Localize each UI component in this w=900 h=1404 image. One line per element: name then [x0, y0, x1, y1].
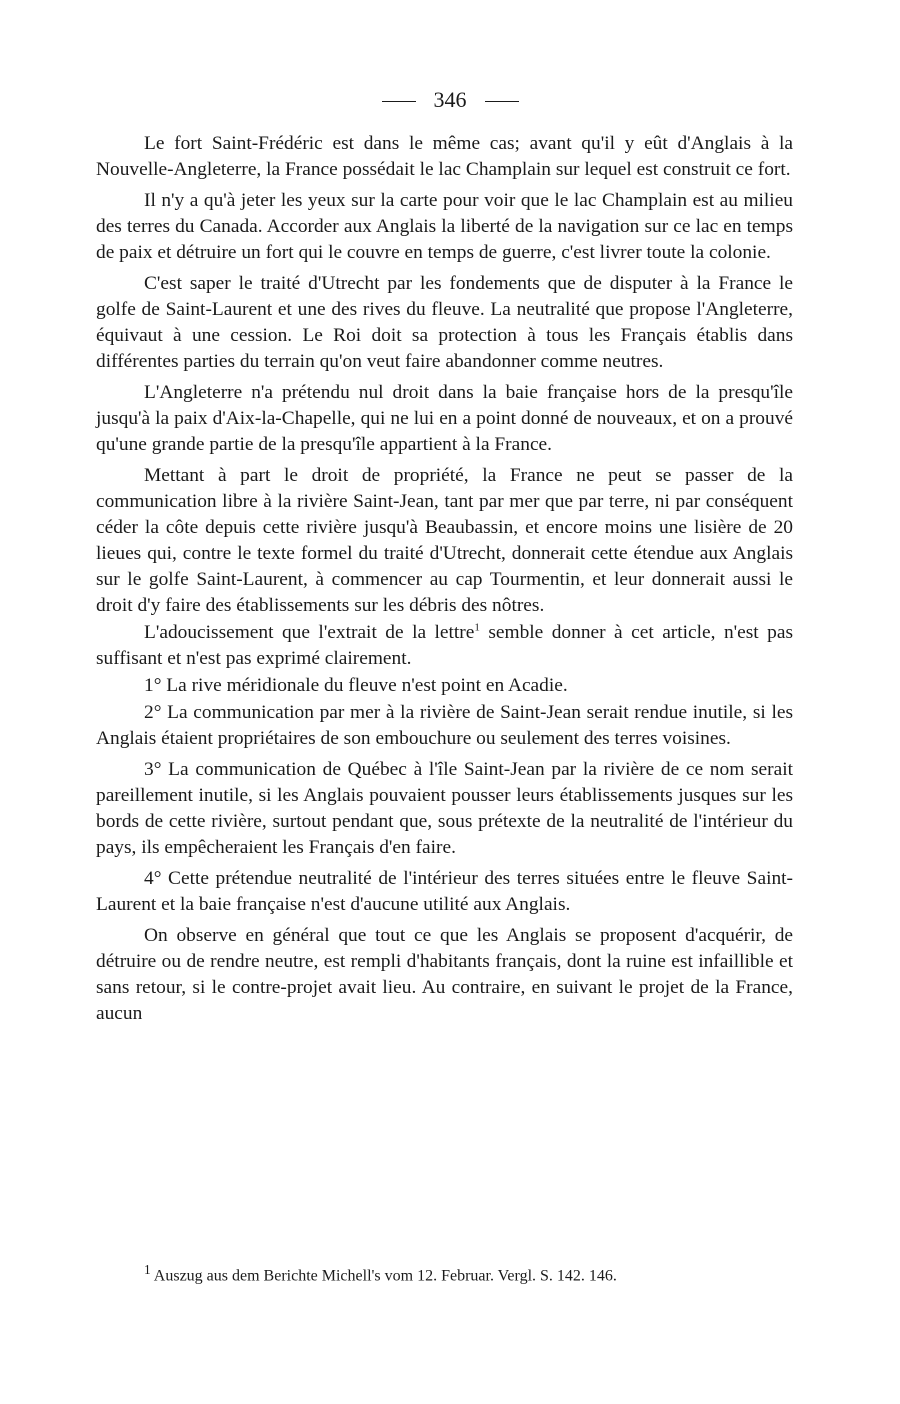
- point-3: 3° La communication de Québec à l'île Saint-Jean par la rivière de ce nom serait pareillement inutile, si les Anglais pouvaient pousser leurs établissements jusques sur les bords de cette rivière, surtout pendant que, sous prétexte de la neutralité de l'intérieur du pays, ils empêcheraient les Français d'en faire.: [96, 759, 793, 858]
- footnote-text: Auszug aus dem Berichte Michell's vom 12. Februar. Vergl. S. 142. 146.: [150, 1267, 617, 1285]
- paragraph-fort-saint-frederic: Le fort Saint-Frédéric est dans le même cas; avant qu'il y eût d'Anglais à la Nouvelle-Angleterre, la France possédait le lac Champlain sur lequel est construit ce fort.: [96, 133, 793, 180]
- footnote: [144, 1258, 804, 1288]
- point-2: 2° La communication par mer à la rivière de Saint-Jean serait rendue inutile, si les Anglais étaient propriétaires de son embouchure ou seulement des terres voisines.: [96, 702, 793, 749]
- paragraph-adoucissement-start: L'adoucissement que l'extrait de la lettre: [144, 622, 475, 643]
- point-4: 4° Cette prétendue neutralité de l'intérieur des terres situées entre le fleuve Saint-Laurent et la baie française n'est d'aucune utilité aux Anglais.: [96, 868, 793, 915]
- footnote-reference: 1: [474, 621, 480, 634]
- paragraph-adoucissement: [96, 620, 793, 672]
- paragraph-traite-utrecht: C'est saper le traité d'Utrecht par les fondements que de disputer à la France le golfe de Saint-Laurent et une des rives du fleuve. La neutralité que propose l'Angleterre, équivaut à une cession. Le Roi doit sa protection à tous les Français établis dans différentes parties du terrain qu'on veut faire abandonner comme neutres.: [96, 273, 793, 372]
- page-number-left-dash: [382, 101, 416, 102]
- footnote-marker: 1: [144, 1262, 151, 1277]
- page-number-value: 346: [433, 87, 467, 112]
- paragraph-baie-francaise: L'Angleterre n'a prétendu nul droit dans la baie française hors de la presqu'île jusqu'à la paix d'Aix-la-Chapelle, qui ne lui en a point donné de nouveaux, et on a prouvé qu'une grande partie de la presqu'île appartient à la France.: [96, 382, 793, 455]
- paragraph-observation-generale: On observe en général que tout ce que les Anglais se proposent d'acquérir, de détruire ou de rendre neutre, est rempli d'habitants français, dont la ruine est infaillible et sans retour, si le contre-projet avait lieu. Au contraire, en suivant le projet de la France, aucun: [96, 925, 793, 1024]
- paragraph-lac-champlain: Il n'y a qu'à jeter les yeux sur la carte pour voir que le lac Champlain est au milieu des terres du Canada. Accorder aux Anglais la liberté de la navigation sur ce lac en temps de paix et détruire un fort qui le couvre en temps de guerre, c'est livrer toute la colonie.: [96, 190, 793, 263]
- point-1: 1° La rive méridionale du fleuve n'est point en Acadie.: [144, 675, 568, 696]
- page-number: [0, 84, 900, 116]
- page-number-right-dash: [485, 101, 519, 102]
- paragraph-adoucissement-end: semble donner à cet article, n'est pas suffisant et n'est pas exprimé clairement.: [96, 622, 793, 669]
- paragraph-riviere-saint-jean: Mettant à part le droit de propriété, la France ne peut se passer de la communication libre à la rivière Saint-Jean, tant par mer que par terre, ni par conséquent céder la côte depuis cette rivière jusqu'à Beaubassin, et encore moins une lisière de 20 lieues qui, contre le texte formel du traité d'Utrecht, donnerait cette étendue aux Anglais sur le golfe Saint-Laurent, à commencer au cap Tourmentin, et leur donnerait aussi le droit d'y faire des établissements sur les débris des nôtres.: [96, 465, 793, 616]
- body-text: [96, 131, 793, 1032]
